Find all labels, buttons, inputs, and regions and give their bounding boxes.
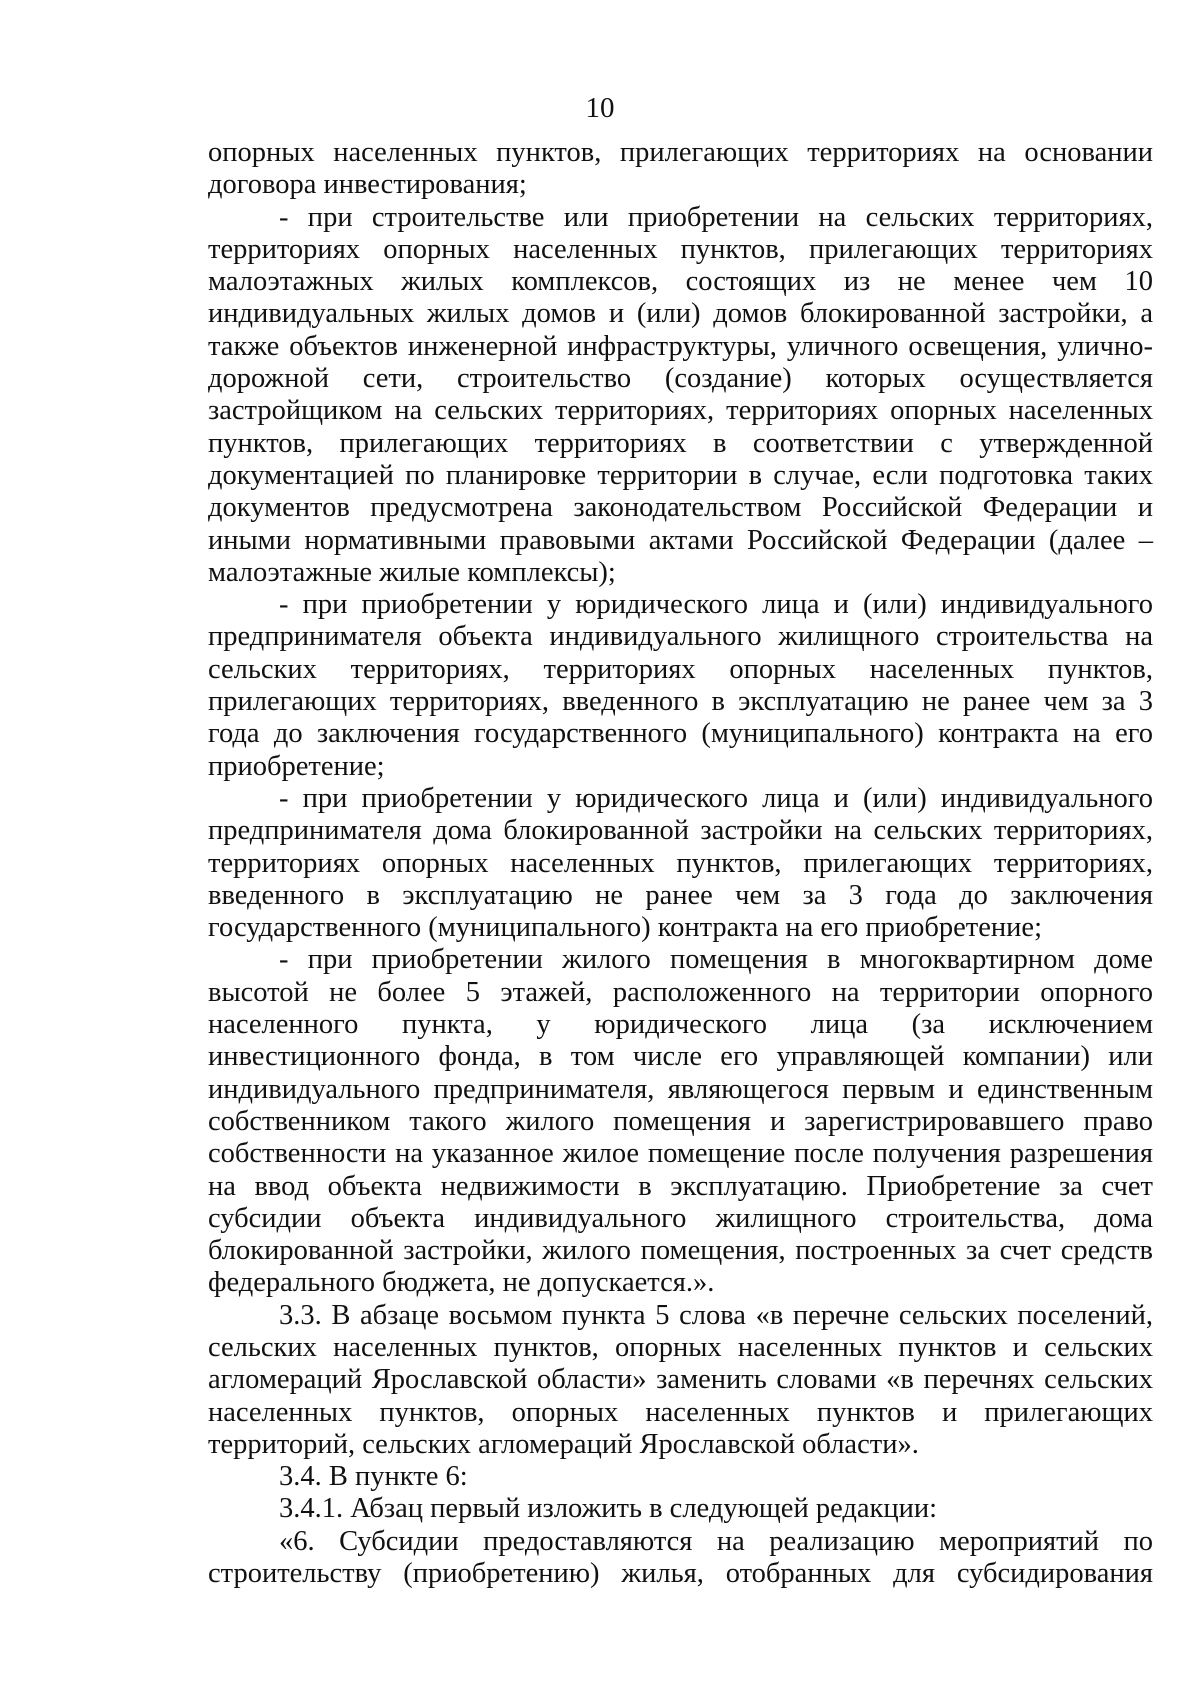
paragraph-low-rise-complexes: - при строительстве или приобретении на сельских территориях, территориях опорных населенных пунктов, прилегающих территориях малоэтажных жилых комплексов, состоящих из не менее чем 10 индивидуальных жилых домов и (или) домов блокированной застройки, а также объектов инженерной инфраструктуры, уличного освещения, улично-дорожной сети, строительство (создание) которых осуществляется застройщиком на сельских территориях, территориях опорных населенных пунктов, прилегающих территориях в соответствии с утвержденной документацией по планировке территории в случае, если подготовка таких документов предусмотрена законодательством Российской Федерации и иными нормативными правовыми актами Российской Федерации (далее – малоэтажные жилые комплексы); [208, 201, 1153, 588]
paragraph-continuation: опорных населенных пунктов, прилегающих территориях на основании договора инвестирования; [208, 137, 1153, 201]
paragraph-item-3-3: 3.3. В абзаце восьмом пункта 5 слова «в перечне сельских поселений, сельских населенных пунктов, опорных населенных пунктов и сельских агломераций Ярославской области» заменить словами «в перечнях сельских населенных пунктов, опорных населенных пунктов и прилегающих территорий, сельских агломераций Ярославской области». [208, 1299, 1153, 1460]
paragraph-item-3-4-1: 3.4.1. Абзац первый изложить в следующей редакции: [279, 1493, 938, 1525]
paragraph-apartment-acquisition: - при приобретении жилого помещения в многоквартирном доме высотой не более 5 этажей, расположенного на территории опорного населенного пункта, у юридического лица (за исключением инвестиционного фонда, в том числе его управляющей компании) или индивидуального предпринимателя, являющегося первым и единственным собственником такого жилого помещения и зарегистрировавшего право собственности на указанное жилое помещение после получения разрешения на ввод объекта недвижимости в эксплуатацию. Приобретение за счет субсидии объекта индивидуального жилищного строительства, дома блокированной застройки, жилого помещения, построенных за счет средств федерального бюджета, не допускается.». [208, 944, 1153, 1299]
paragraph-item-3-4: 3.4. В пункте 6: [279, 1461, 468, 1493]
paragraph-individual-housing: - при приобретении у юридического лица и (или) индивидуального предпринимателя объекта индивидуального жилищного строительства на сельских территориях, территориях опорных населенных пунктов, прилегающих территориях, введенного в эксплуатацию не ранее чем за 3 года до заключения государственного (муниципального) контракта на его приобретение; [208, 589, 1153, 782]
paragraph-blocked-houses: - при приобретении у юридического лица и (или) индивидуального предпринимателя дома блокированной застройки на сельских территориях, территориях опорных населенных пунктов, прилегающих территориях, введенного в эксплуатацию не ранее чем за 3 года до заключения государственного (муниципального) контракта на его приобретение; [208, 782, 1153, 944]
document-body [208, 137, 1153, 1590]
page-number: 10 [585, 92, 615, 124]
paragraph-item-6-quote: «6. Субсидии предоставляются на реализацию мероприятий по строительству (приобретению) жилья, отобранных для субсидирования [208, 1525, 1153, 1590]
